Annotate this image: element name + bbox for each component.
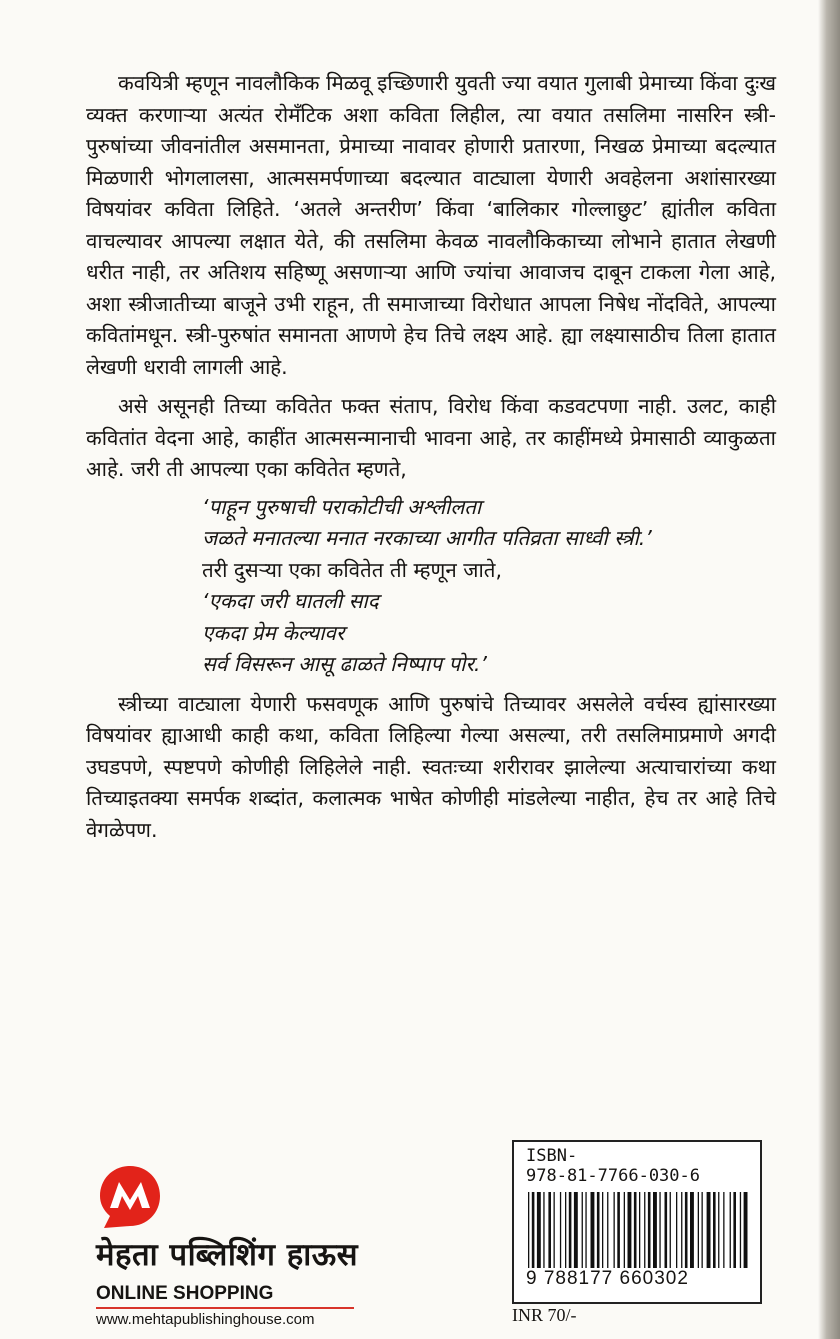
publisher-name: मेहता पब्लिशिंग हाऊस — [96, 1237, 359, 1273]
paragraph-1: कवयित्री म्हणून नावलौकिक मिळवू इच्छिणारी युवती ज्या वयात गुलाबी प्रेमाच्या किंवा दुःख व्यक्त करणाऱ्या अत्यंत रोमँटिक अशा कविता लिहील, त्या वयात तसलिमा नासरिन स्त्री-पुरुषांच्या जीवनांतील असमानता, प्रेमाच्या नावावर होणारी प्रतारणा, निखळ प्रेमाच्या बदल्यात मिळणारी भोगलालसा, आत्मसमर्पणाच्या बदल्यात वाट्याला येणारी अवहेलना अशांसारख्या विषयांवर कविता लिहिते. ‘अतले अन्तरीण’ किंवा ‘बालिकार गोल्लाछुट’ ह्यांतील कविता वाचल्यावर आपल्या लक्षात येते, की तसलिमा केवळ नावलौकिकाच्या लोभाने हातात लेखणी धरीत नाही, तर अतिशय सहिष्णू असणाऱ्या आणि ज्यांचा आवाजच दाबून टाकला गेला आहे, अशा स्त्रीजातीच्या बाजूने उभी राहून, ती समाजाच्या विरोधात आपला निषेध नोंदविते, आपल्या कवितांमधून. स्त्री-पुरुषांत समानता आणणे हेच तिचे लक्ष्य आहे. ह्या लक्ष्यासाठीच तिला हातात लेखणी धरावी लागली आहे. — [86, 71, 776, 379]
barcode-icon — [526, 1192, 748, 1280]
isbn-barcode-box — [512, 1140, 762, 1304]
quote-2-line-2: एकदा प्रेम केल्यावर — [202, 620, 345, 645]
page-edge-shadow — [818, 0, 840, 1339]
blurb-text — [86, 68, 776, 846]
poem-excerpts — [202, 492, 776, 681]
quote-1-line-1: ‘पाहून पुरुषाची पराकोटीची अश्लीलता — [202, 494, 482, 519]
quote-1-line-2: जळते मनातल्या मनात नरकाच्या आगीत पतिव्रता साध्वी स्त्री.’ — [202, 526, 652, 550]
quote-2-line-3: सर्व विसरून आसू ढाळते निष्पाप पोर.’ — [202, 652, 487, 676]
price: INR 70/- — [512, 1305, 577, 1325]
paragraph-2: असे असूनही तिच्या कवितेत फक्त संताप, विरोध किंवा कडवटपणा नाही. उलट, काही कवितांत वेदना आहे, काहींत आत्मसन्मानाची भावना आहे, तर काहींमध्ये प्रेमासाठी व्याकुळता आहे. जरी ती आपल्या एका कवितेत म्हणते, — [86, 394, 776, 481]
isbn-label: ISBN- — [526, 1146, 578, 1166]
shopping-underline — [96, 1307, 354, 1309]
barcode-digits: 9 788177 660302 — [526, 1268, 693, 1290]
quote-2-line-1: ‘एकदा जरी घातली साद — [202, 589, 379, 613]
online-shopping-label: ONLINE SHOPPING — [96, 1283, 274, 1304]
paragraph-3: स्त्रीच्या वाट्याला येणारी फसवणूक आणि पुरुषांचे तिच्यावर असलेले वर्चस्व ह्यांसारख्या विषयांवर ह्याआधी काही कथा, कविता लिहिल्या गेल्या असल्या, तरी तसलिमाप्रमाणे अगदी उघडपणे, स्पष्टपणे कोणीही लिहिलेले नाही. स्वतःच्या शरीरावर झालेल्या अत्याचारांच्या कथा तिच्याइतक्या समर्पक शब्दांत, कलात्मक भाषेत कोणीही मांडलेल्या नाहीत, हेच तर आहे तिचे वेगळेपण. — [86, 691, 776, 842]
publisher-logo-icon — [96, 1162, 164, 1230]
quote-connector: तरी दुसऱ्या एका कवितेत ती म्हणून जाते, — [202, 557, 502, 582]
isbn-number: 978-81-7766-030-6 — [526, 1166, 700, 1186]
publisher-website: www.mehtapublishinghouse.com — [96, 1311, 315, 1328]
